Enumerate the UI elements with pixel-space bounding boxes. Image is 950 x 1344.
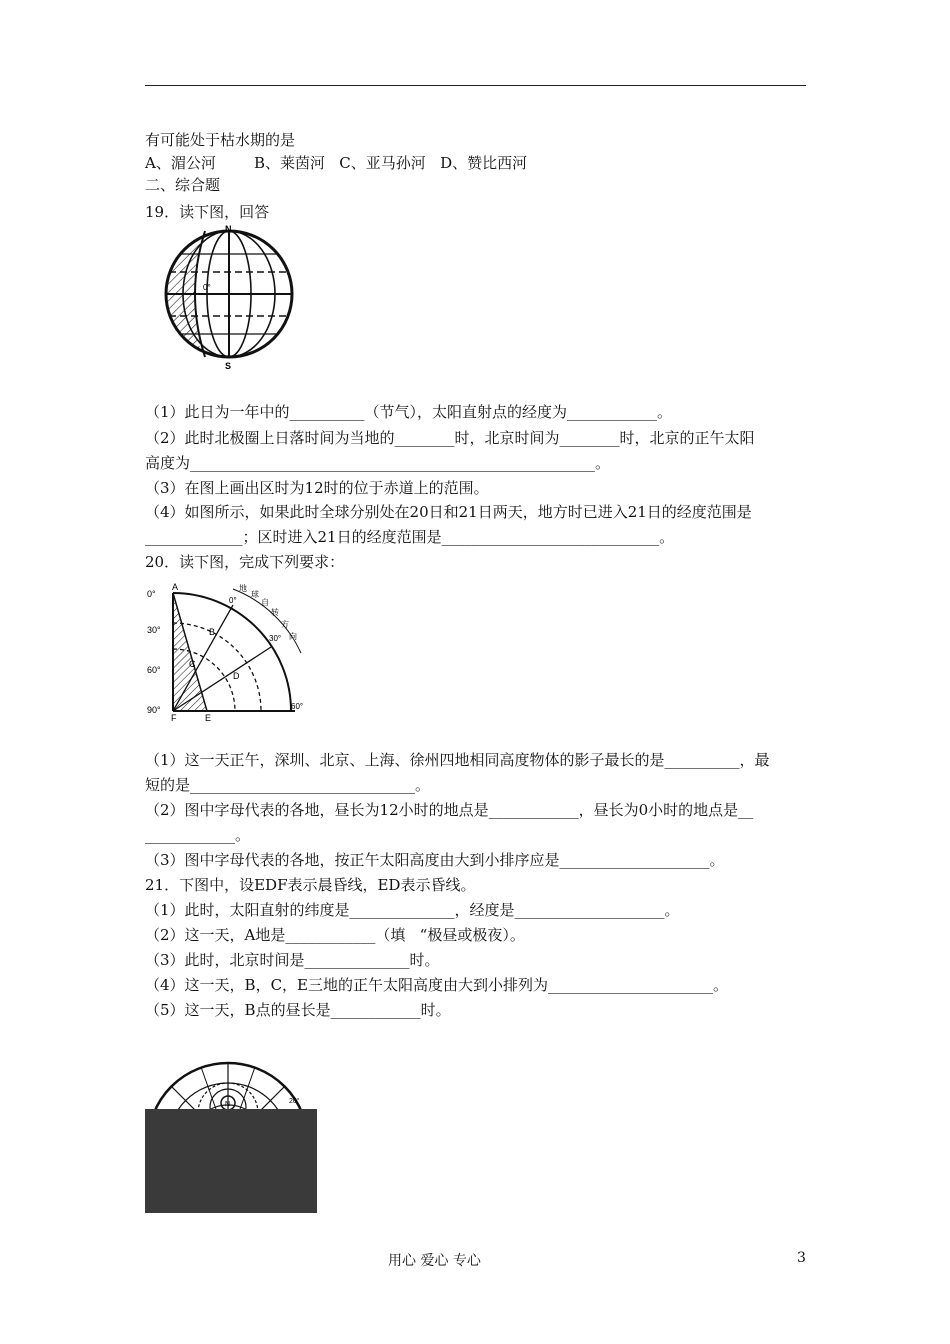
text-line: （3）图中字母代表的各地，按正午太阳高度由大到小排序应是____________________。 <box>145 851 725 869</box>
text-line: （1）此时，太阳直射的纬度是______________，经度是____________________。 <box>145 901 680 919</box>
south-label: S <box>225 361 232 371</box>
header-rule <box>145 85 806 86</box>
arc-char: 向 <box>289 632 297 641</box>
arc-char: 方 <box>281 620 289 629</box>
point-label: E <box>205 713 212 723</box>
text-line: （2）图中字母代表的各地，昼长为12小时的地点是____________，昼长为0小时的地点是__ <box>145 801 754 819</box>
globe-figure-19 <box>145 222 310 372</box>
arc-char: 转 <box>271 608 279 617</box>
lat-label: 0° <box>147 589 156 599</box>
question-21-title: 21．下图中，设EDF表示晨昏线，ED表示昏线。 <box>145 876 476 894</box>
text-line: （2）此时北极圈上日落时间为当地的________时，北京时间为________时，北京的正午太阳 <box>145 429 755 447</box>
lat-label: 90° <box>147 705 161 715</box>
text-line: （1）此日为一年中的__________（节气），太阳直射点的经度为____________。 <box>145 403 673 421</box>
question-19-title: 19．读下图，回答 <box>145 203 270 221</box>
point-label: F <box>171 713 177 723</box>
quarter-diagram-figure-20 <box>145 583 315 723</box>
text-line: （3）此时，北京时间是______________时。 <box>145 951 440 969</box>
point-label: A <box>172 583 179 592</box>
text-line: 高度为______________________________________________________。 <box>145 454 611 472</box>
lat-label: 30° <box>147 625 161 635</box>
arc-char: 自 <box>261 598 269 607</box>
lat-label: 20° <box>289 1098 300 1105</box>
lat-label: 60° <box>147 665 161 675</box>
page-number: 3 <box>797 1250 806 1266</box>
text-line: （4）如图所示，如果此时全球分别处在20日和21日两天，地方时已进入21日的经度范围是 <box>145 503 752 521</box>
text-line: （2）这一天，A地是____________（填 “极昼或极夜）。 <box>145 926 525 944</box>
lon-label: 0° <box>229 596 237 605</box>
section-heading: 二、综合题 <box>145 176 221 194</box>
polar-globe-figure-21 <box>145 1043 320 1213</box>
text-line: A、湄公河 B、莱茵河 C、亚马孙河 D、赞比西河 <box>145 154 528 172</box>
lon-label: 30° <box>269 634 282 643</box>
point-label: D <box>233 671 240 681</box>
center-longitude-label: 0° <box>203 283 211 292</box>
text-line: _____________；区时进入21日的经度范围是_____________________________。 <box>145 528 675 546</box>
text-line: （5）这一天，B点的昼长是____________时。 <box>145 1001 451 1019</box>
pole-label: N <box>225 1101 231 1108</box>
text-line: （4）这一天，B，C，E三地的正午太阳高度由大到小排列为______________________。 <box>145 976 728 994</box>
text-line: ____________。 <box>145 826 251 844</box>
text-line: （1）这一天正午，深圳、北京、上海、徐州四地相同高度物体的影子最长的是__________，最 <box>145 751 770 769</box>
lon-label: 60° <box>291 702 304 711</box>
point-label: C <box>189 659 196 669</box>
north-label: N <box>225 224 232 234</box>
arc-char: 球 <box>251 590 259 599</box>
text-line: 有可能处于枯水期的是 <box>145 131 296 149</box>
point-label: B <box>209 627 216 637</box>
footer-slogan: 用心 爱心 专心 <box>388 1253 481 1269</box>
text-line: （3）在图上画出区时为12时的位于赤道上的范围。 <box>145 479 489 497</box>
text-line: 短的是______________________________。 <box>145 776 431 794</box>
question-20-title: 20．读下图，完成下列要求： <box>145 553 345 571</box>
arc-char: 地 <box>239 584 247 593</box>
